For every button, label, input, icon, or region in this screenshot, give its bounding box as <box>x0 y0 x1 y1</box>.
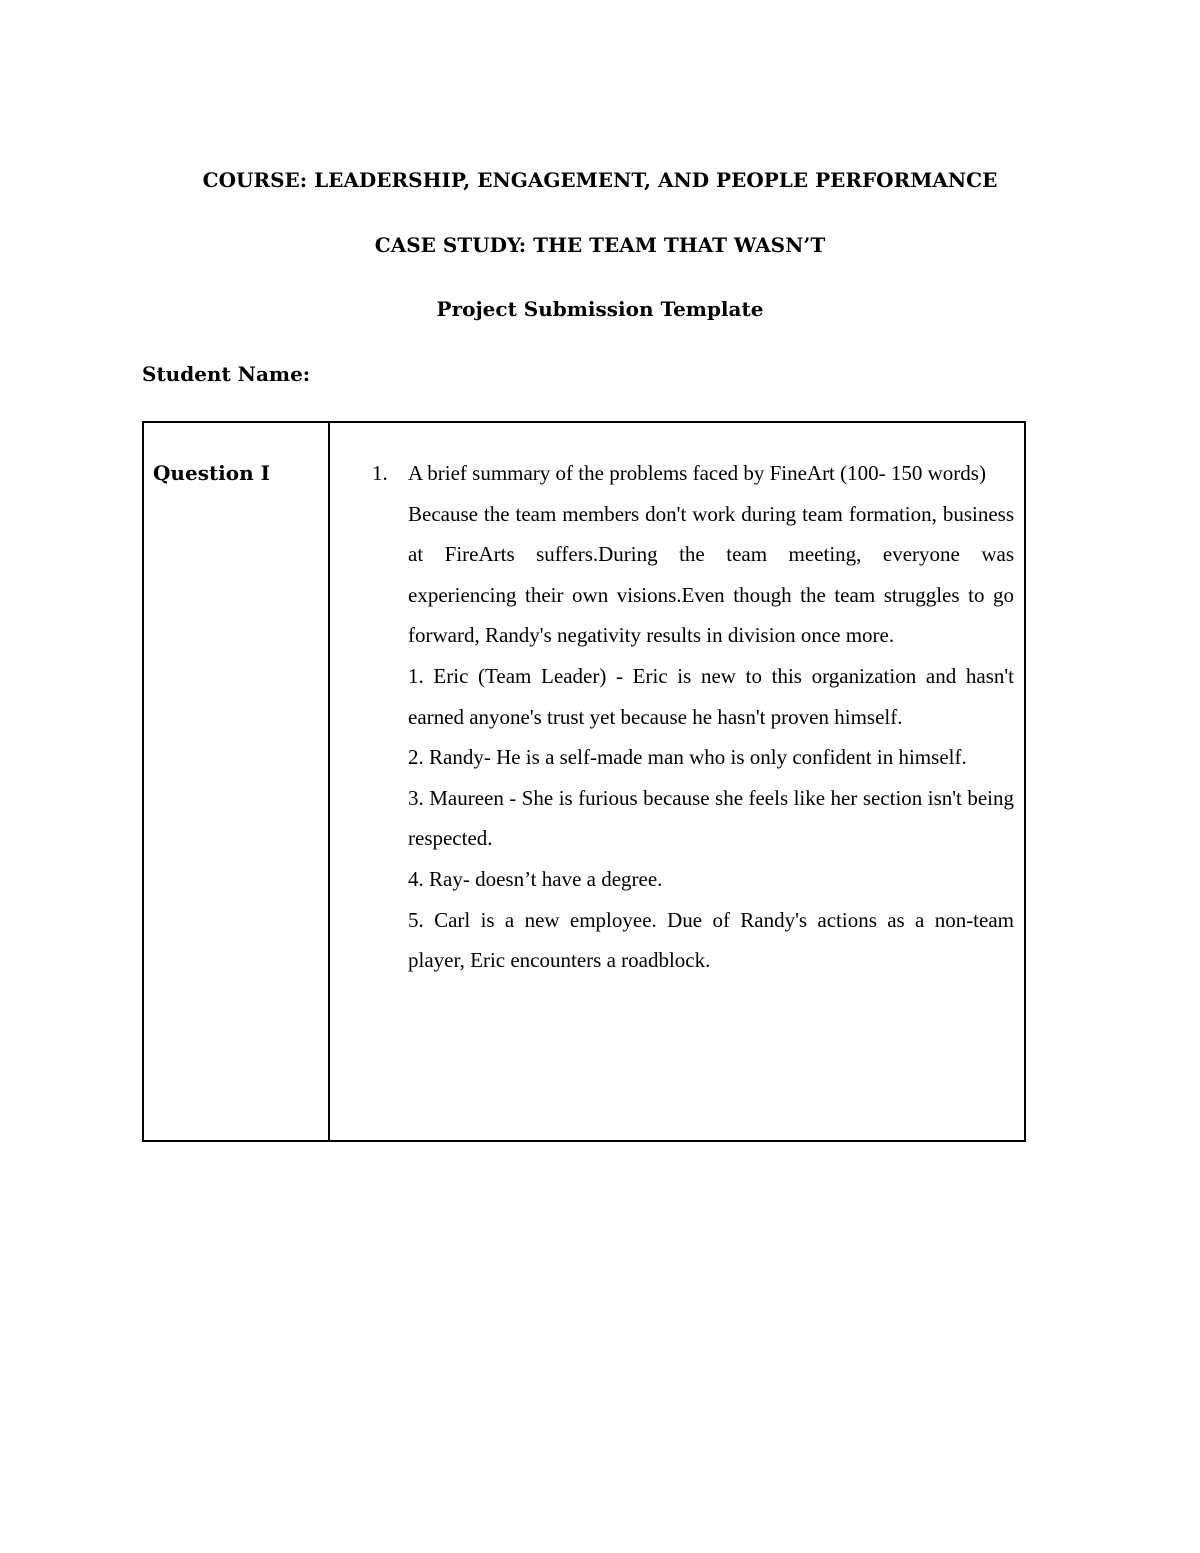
item-number: 1. <box>372 461 388 485</box>
answer-cell <box>372 453 1014 981</box>
question-table <box>142 421 1026 1142</box>
student-name-label: Student Name: <box>142 362 311 386</box>
answer-point: 5. Carl is a new employee. Due of Randy's actions as a non-team player, Eric encounters a roadblock. <box>408 907 1014 973</box>
answer-point: 1. Eric (Team Leader) - Eric is new to this organization and hasn't earned anyone's trust yet because he hasn't proven himself. <box>408 663 1014 729</box>
template-title: Project Submission Template <box>436 297 764 321</box>
case-study-title: CASE STUDY: THE TEAM THAT WASN’T <box>374 233 826 257</box>
course-title: COURSE: LEADERSHIP, ENGAGEMENT, AND PEOPLE PERFORMANCE <box>202 168 998 192</box>
list-item <box>372 453 1014 494</box>
question-label: Question I <box>153 461 270 485</box>
answer-summary: Because the team members don't work during team formation, business at FireArts suffers.During the team meeting, everyone was experiencing their own visions.Even though the team struggles to go forward, Randy's negativity results in division once more. <box>408 501 1014 648</box>
answer-point: 2. Randy- He is a self-made man who is only confident in himself. <box>408 745 967 770</box>
column-divider <box>328 423 330 1140</box>
answer-point: 4. Ray- doesn’t have a degree. <box>408 866 663 891</box>
question-prompt: A brief summary of the problems faced by FineArt (100- 150 words) <box>408 461 986 485</box>
answer-point: 3. Maureen - She is furious because she feels like her section isn't being respected. <box>408 785 1014 851</box>
